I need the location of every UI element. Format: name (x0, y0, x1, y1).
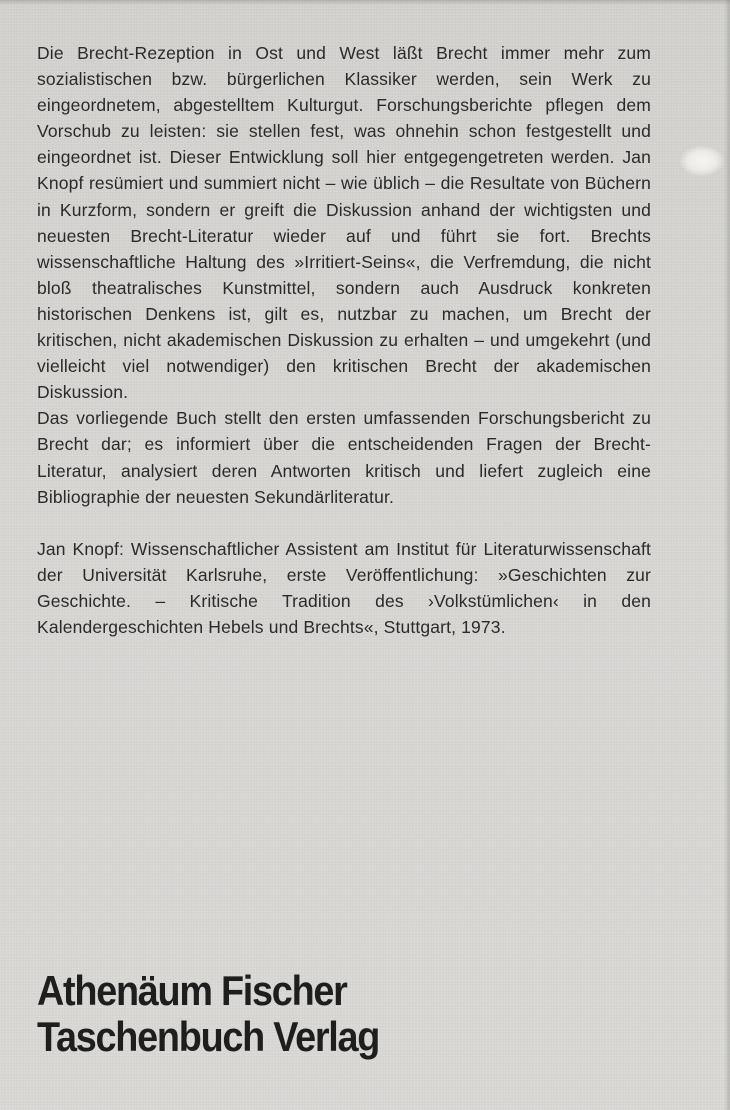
cover-top-edge (0, 0, 730, 5)
blurb-text (37, 40, 651, 640)
blurb-paragraph-2: Das vorliegende Buch stellt den ersten umfassenden Forschungsbericht zu Brecht dar; es informiert über die entscheidenden Fragen der Brecht-Literatur, analysiert deren Antworten kritisch und liefert zugleich eine Bibliographie der neuesten Sekundärliteratur. (37, 408, 651, 507)
blurb-paragraph-1: Die Brecht-Rezeption in Ost und West läßt Brecht immer mehr zum sozialistischen bzw. bürgerlichen Klassiker werden, sein Werk zu eingeordnetem, abgestelltem Kulturgut. Forschungsberichte pflegen dem Vorschub zu leisten: sie stellen fest, was ohnehin schon festgestellt und eingeordnet ist. Dieser Entwicklung soll hier entgegengetreten werden. Jan Knopf resümiert und summiert nicht – wie üblich – die Resultate von Büchern in Kurzform, sondern er greift die Diskussion anhand der wichtigsten und neuesten Brecht-Literatur wieder auf und führt sie fort. Brechts wissenschaftliche Haltung des »Irritiert-Seins«, die Verfremdung, die nicht bloß theatralisches Kunstmittel, sondern auch Ausdruck konkreten historischen Denkens ist, gilt es, nutzbar zu machen, um Brecht der kritischen, nicht akademischen Diskussion zu erhalten – und umgekehrt (und vielleicht viel notwendiger) den kritischen Brecht der akademischen Diskussion. (37, 43, 651, 403)
author-bio: Jan Knopf: Wissenschaftlicher Assistent am Institut für Literaturwissenschaft der Universität Karlsruhe, erste Veröffentlichung: »Geschichten zur Geschichte. – Kritische Tradition des ›Volkstümlichen‹ in den Kalendergeschichten Hebels und Brechts«, Stuttgart, 1973. (37, 538, 651, 637)
publisher-imprint (37, 968, 595, 1060)
publisher-line-1: Athenäum Fischer (37, 967, 347, 1014)
cover-wear-spot (680, 146, 724, 176)
paragraph-spacer (37, 510, 651, 536)
publisher-line-2: Taschenbuch Verlag (37, 1013, 380, 1060)
cover-right-edge (724, 0, 730, 1110)
